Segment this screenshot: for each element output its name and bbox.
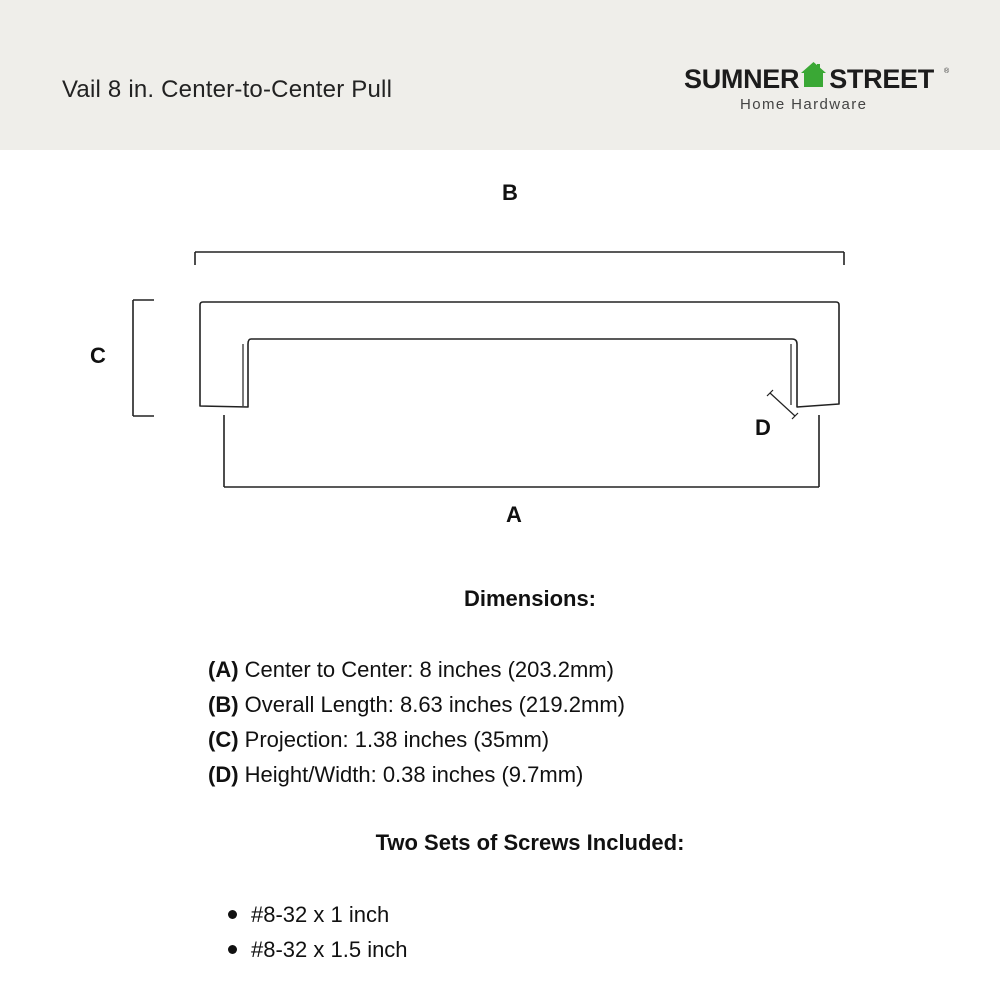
dimension-item-b: (B) Overall Length: 8.63 inches (219.2mm)	[208, 692, 625, 717]
screws-list	[228, 897, 408, 967]
brand-logo	[684, 60, 954, 120]
dimension-b-bracket	[195, 252, 844, 265]
dimension-item-a: (A) Center to Center: 8 inches (203.2mm)	[208, 657, 614, 682]
label-a: A	[506, 502, 522, 527]
dimension-item-c: (C) Projection: 1.38 inches (35mm)	[208, 727, 550, 752]
bullet-icon	[228, 910, 237, 919]
dimension-item-d: (D) Height/Width: 0.38 inches (9.7mm)	[208, 762, 584, 787]
house-icon	[800, 61, 827, 88]
dimensions-list	[208, 652, 625, 792]
label-c: C	[90, 343, 106, 368]
product-title: Vail 8 in. Center-to-Center Pull	[62, 76, 393, 103]
pull-dimension-diagram	[0, 150, 1000, 550]
dimensions-heading: Dimensions:	[463, 586, 597, 611]
label-b: B	[502, 180, 518, 205]
dimension-a-bracket	[224, 415, 819, 487]
label-d: D	[755, 415, 771, 440]
logo-wordmark	[684, 64, 934, 95]
dimension-c-bracket	[133, 300, 154, 416]
logo-word-left: SUMNER	[684, 64, 800, 94]
header-band	[0, 0, 1000, 150]
screw-item: #8-32 x 1.5 inch	[228, 932, 408, 967]
bullet-icon	[228, 945, 237, 954]
registered-mark: ®	[944, 68, 950, 75]
screw-item: #8-32 x 1 inch	[228, 897, 408, 932]
pull-foot-edges	[243, 344, 791, 406]
dimension-d-marker	[767, 390, 798, 419]
logo-tagline: Home Hardware	[740, 96, 868, 113]
screws-heading: Two Sets of Screws Included:	[375, 830, 685, 855]
pull-handle-outline	[200, 302, 839, 407]
logo-word-right: STREET	[829, 64, 934, 94]
